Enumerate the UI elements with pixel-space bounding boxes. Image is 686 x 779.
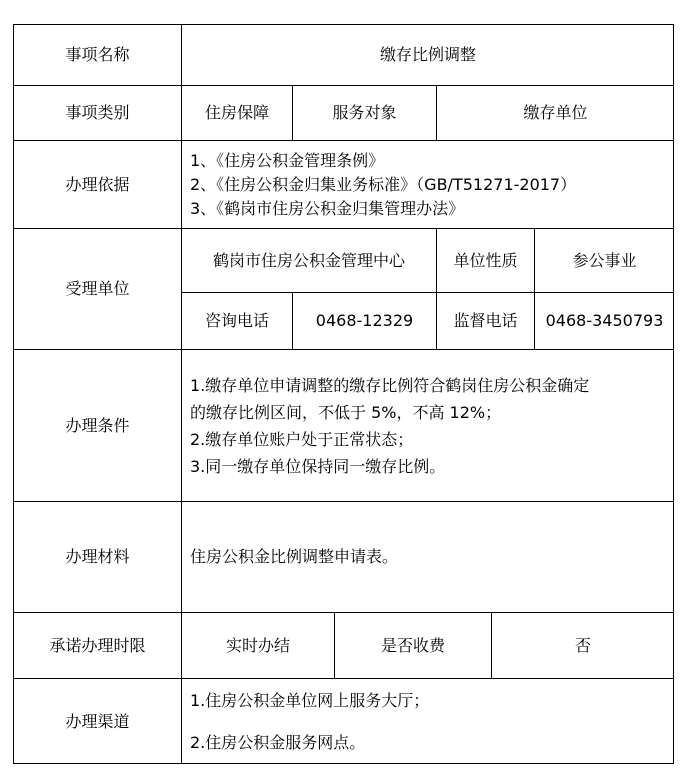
condition-line-3: 2.缴存单位账户处于正常状态； [190, 429, 414, 449]
label-supervise-phone: 监督电话 [436, 292, 534, 349]
label-consult-phone: 咨询电话 [181, 292, 292, 349]
basis-line-3: 3、《鹤岗市住房公积金归集管理办法》 [190, 198, 465, 218]
basis-line-1: 1、《住房公积金管理条例》 [190, 150, 385, 170]
condition-line-4: 3.同一缴存单位保持同一缴存比例。 [190, 456, 446, 476]
label-channels: 办理渠道 [13, 678, 181, 764]
value-supervise-phone: 0468-3450793 [534, 292, 674, 349]
value-unit-nature: 参公事业 [534, 228, 674, 292]
condition-line-1: 1.缴存单位申请调整的缴存比例符合鹤岗住房公积金确定 [190, 375, 590, 395]
value-conditions [181, 349, 674, 501]
label-item-name: 事项名称 [13, 24, 181, 85]
value-item-category: 住房保障 [181, 85, 292, 140]
value-item-name: 缴存比例调整 [181, 24, 674, 85]
channel-line-2: 2.住房公积金服务网点。 [190, 732, 366, 752]
label-basis: 办理依据 [13, 140, 181, 228]
label-conditions: 办理条件 [13, 349, 181, 501]
channel-line-1: 1.住房公积金单位网上服务大厅； [190, 690, 430, 710]
value-channels [181, 678, 674, 764]
label-fee: 是否收费 [334, 612, 491, 678]
label-handling-unit: 受理单位 [13, 228, 181, 349]
label-service-target: 服务对象 [292, 85, 436, 140]
condition-line-2: 的缴存比例区间，不低于 5%，不高 12%； [190, 402, 502, 422]
value-time-limit: 实时办结 [181, 612, 334, 678]
label-unit-nature: 单位性质 [436, 228, 534, 292]
value-basis [181, 140, 674, 228]
value-service-target: 缴存单位 [436, 85, 674, 140]
value-fee: 否 [491, 612, 674, 678]
value-unit-name: 鹤岗市住房公积金管理中心 [181, 228, 436, 292]
label-materials: 办理材料 [13, 501, 181, 612]
label-item-category: 事项类别 [13, 85, 181, 140]
value-materials: 住房公积金比例调整申请表。 [181, 501, 674, 612]
label-time-limit: 承诺办理时限 [13, 612, 181, 678]
value-consult-phone: 0468-12329 [292, 292, 436, 349]
basis-line-2: 2、《住房公积金归集业务标准》（GB/T51271-2017） [190, 174, 577, 194]
